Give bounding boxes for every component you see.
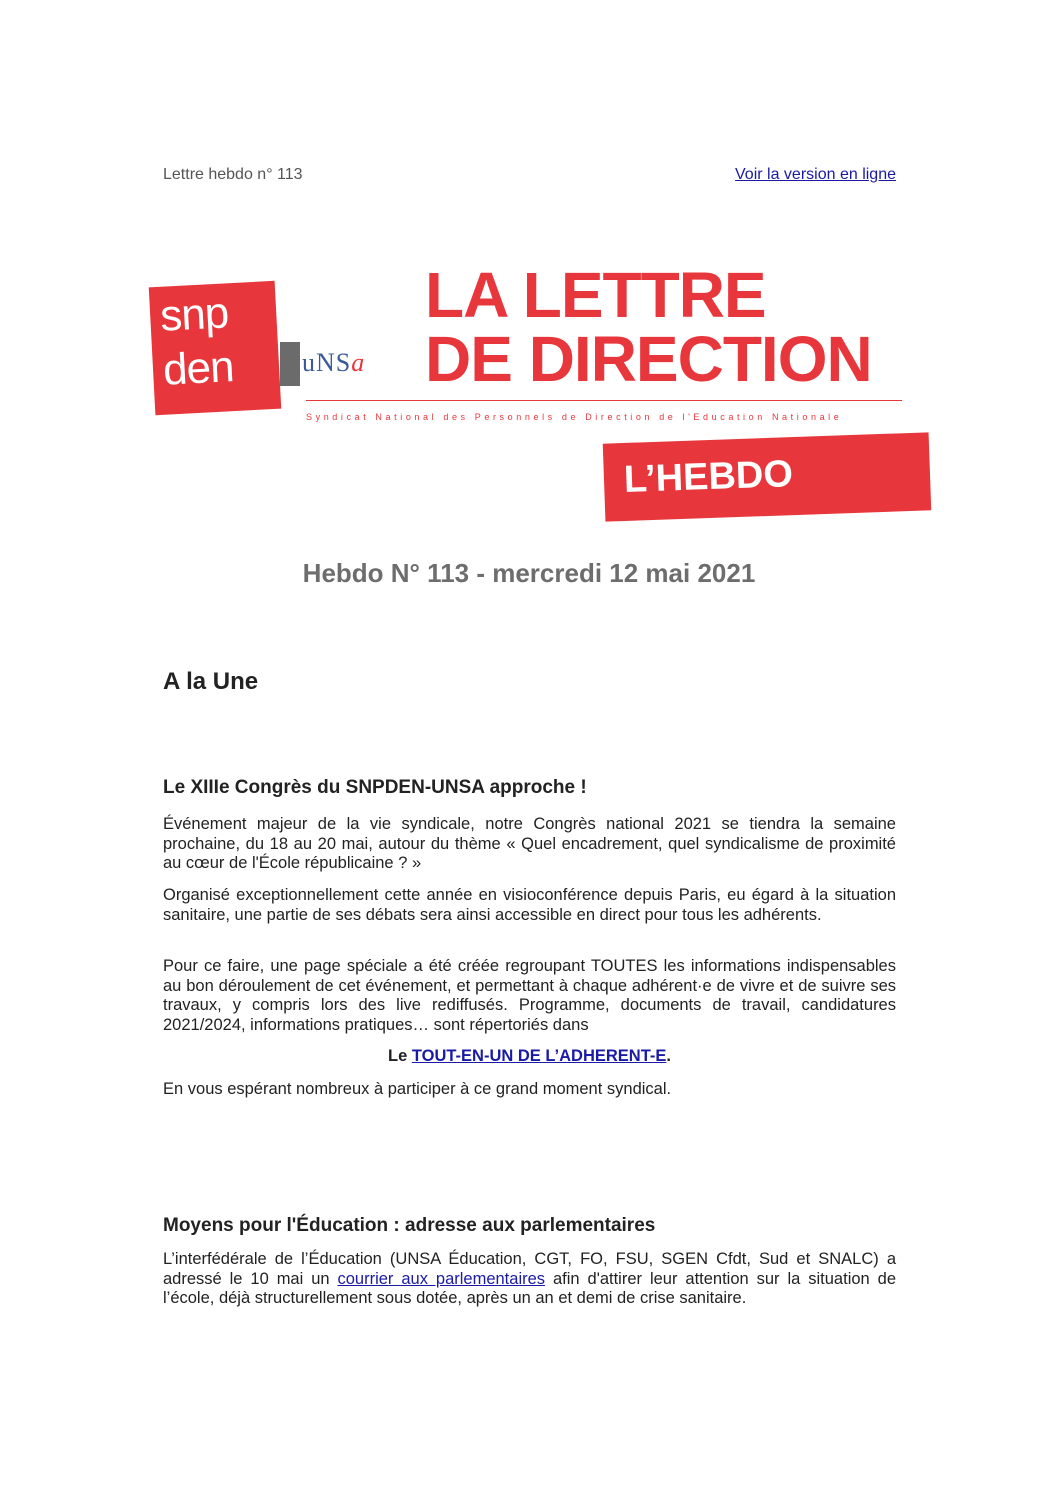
section-heading: A la Une: [163, 668, 259, 695]
article-paragraph: Organisé exceptionnellement cette année en visioconférence depuis Paris, eu égard à la situation sanitaire, une partie de ses débats sera ainsi accessible en direct pour tous les adhérents.: [163, 886, 896, 924]
hebdo-banner-label: L’HEBDO: [623, 453, 794, 501]
issue-title: Hebdo N° 113 - mercredi 12 mai 2021: [302, 558, 756, 588]
article-title-congres: Le XIIIe Congrès du SNPDEN-UNSA approche !: [163, 777, 587, 798]
article-paragraph-link: Le TOUT-EN-UN DE L’ADHERENT-E.: [388, 1047, 671, 1065]
masthead-title-line-1: LA LETTRE: [425, 259, 766, 331]
article-paragraph: L’interfédérale de l’Éducation (UNSA Éducation, CGT, FO, FSU, SGEN Cfdt, Sud et SNALC) a adressé le 10 mai un courrier aux parlementaires afin d'attirer leur attention sur la situation de l’école, déjà structurellement sous dotée, après un an et demi de crise sanitaire.: [163, 1250, 896, 1307]
view-online-link[interactable]: Voir la version en ligne: [735, 166, 896, 183]
masthead-title-line-2: DE DIRECTION: [425, 323, 872, 395]
top-line: [163, 166, 896, 188]
issue-label: Lettre hebdo n° 113: [163, 166, 303, 183]
article-paragraph: Pour ce faire, une page spéciale a été créée regroupant TOUTES les informations indispensables au bon déroulement de cet événement, et permettant à chaque adhérent·e de vivre et de suivre ses travaux, y compris lors des live rediffusés. Programme, documents de travail, candidatures 2021/2024, informations pratiques… sont répertoriés dans: [163, 957, 896, 1034]
logo-line-1: snp: [158, 288, 230, 341]
article-title-moyens: Moyens pour l'Éducation : adresse aux parlementaires: [163, 1215, 656, 1236]
article-paragraph: En vous espérant nombreux à participer à ce grand moment syndical.: [163, 1080, 672, 1098]
masthead-subtitle: Syndicat National des Personnels de Direction de l'Education Nationale: [306, 412, 843, 422]
article-paragraph: Événement majeur de la vie syndicale, notre Congrès national 2021 se tiendra la semaine prochaine, du 18 au 20 mai, autour du thème « Quel encadrement, quel syndicalisme de proximité au cœur de l'École républicaine ? »: [163, 815, 896, 872]
unsa-logo-text: uNSa: [302, 348, 366, 377]
tout-en-un-link[interactable]: TOUT-EN-UN DE L’ADHERENT-E: [411, 1047, 667, 1065]
logo-line-2: den: [161, 342, 235, 395]
courrier-parlementaires-link[interactable]: courrier aux parlementaires: [337, 1269, 546, 1288]
unsa-logo: [280, 342, 400, 386]
masthead: [0, 259, 1058, 522]
masthead-divider: [306, 400, 902, 401]
snpden-logo: [149, 281, 282, 415]
hebdo-banner: [603, 432, 932, 521]
unsa-logo-block: [280, 342, 300, 386]
